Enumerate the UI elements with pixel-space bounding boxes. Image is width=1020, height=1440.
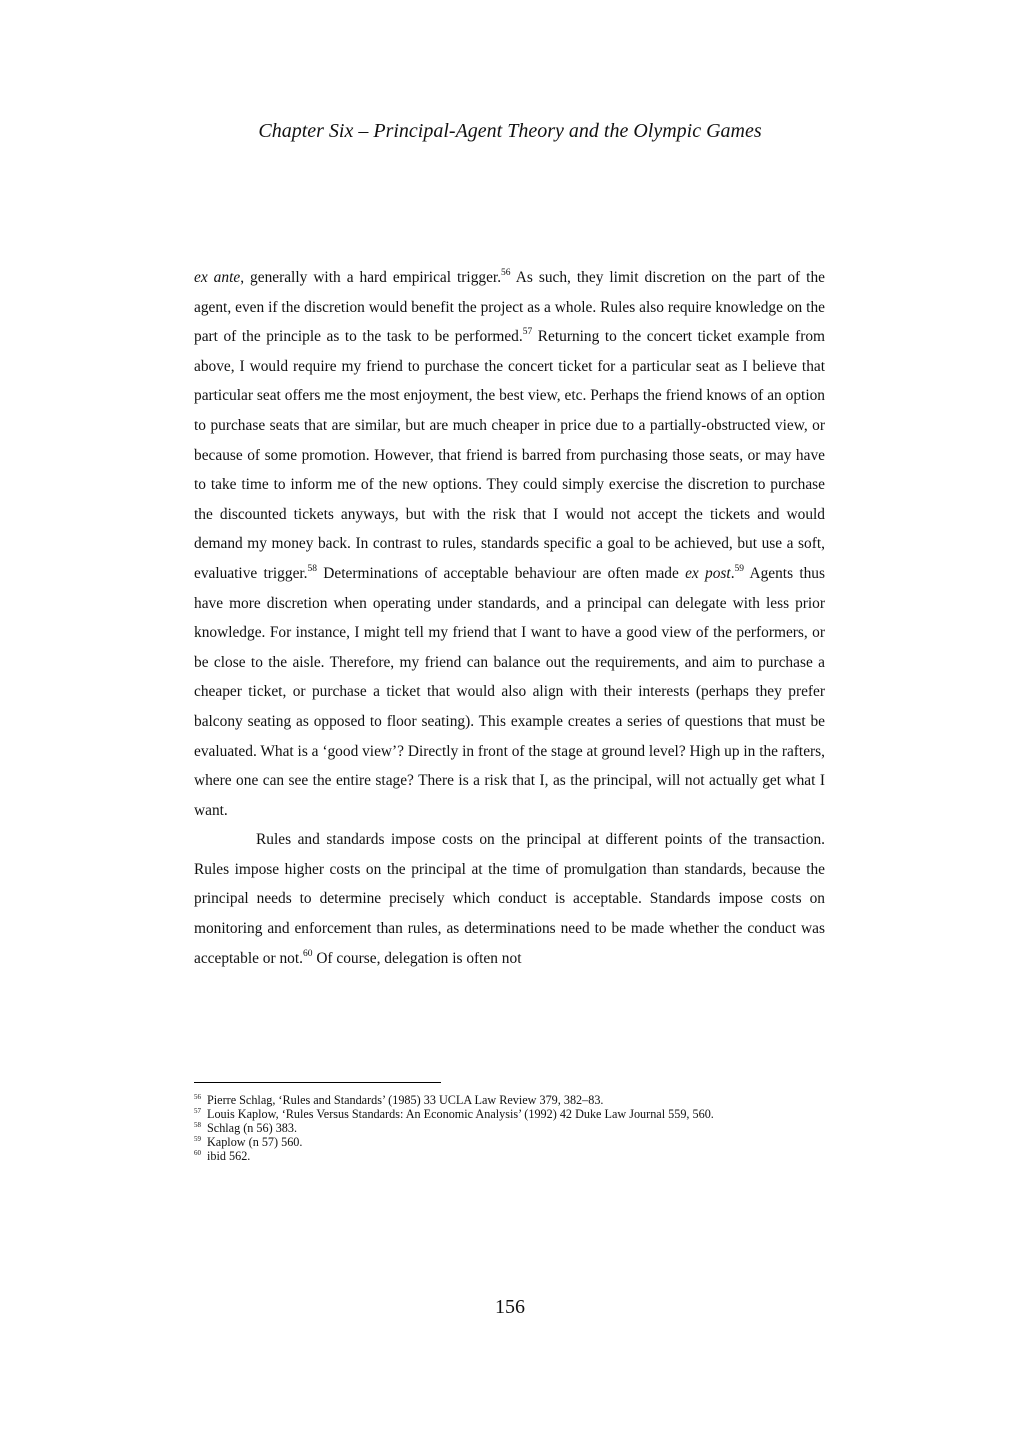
running-header: Chapter Six – Principal-Agent Theory and the Olympic Games	[258, 120, 762, 142]
footnote: $^{57}$ Louis Kaplow, ‘Rules Versus Standards: An Economic Analysis’ (1992) 42 Duke Law Journal 559, 560.	[194, 1106, 714, 1121]
page-number: 156	[495, 1296, 525, 1318]
latin-term: ex ante	[194, 269, 241, 286]
footnote: $^{56}$ Pierre Schlag, ‘Rules and Standards’ (1985) 33 UCLA Law Review 379, 382–83.	[194, 1093, 604, 1107]
footnote: $^{59}$ Kaplow (n 57) 560.	[194, 1134, 303, 1149]
footnote: $^{58}$ Schlag (n 56) 383.	[194, 1120, 298, 1135]
footnote-ref-57: 57	[522, 327, 533, 338]
footnote-ref-59: 59	[734, 563, 745, 574]
footnote: $^{60}$ ibid 562.	[194, 1148, 251, 1163]
footnote-ref-58: 58	[307, 563, 318, 574]
footnote-divider	[194, 1082, 441, 1083]
main-text	[194, 263, 825, 973]
footnote-ref-56: 56	[501, 268, 511, 278]
footnotes	[194, 1094, 834, 1164]
paragraph-2: Rules and standards impose costs on the principal at different points of the transaction. Rules impose higher costs on the principal at the time of promulgation than standards, because the principal needs to determine precisely which conduct is acceptable. Standards impose costs on monitoring and enforcement than rules, as determinations need to be made whether the conduct was acceptable or not.$^{60}$ Of course, delegation is often not	[194, 831, 825, 967]
latin-term: ex post	[685, 564, 731, 582]
paragraph-1: ex ante, generally with a hard empirical trigger.$^{56}$ As such, they limit discretion on the part of the agent, even if the discretion would benefit the project as a whole. Rules also require knowledge on the part of the principle as to the task to be performed.$^{57}$ Returning to the concert ticket example from above, I would require my friend to purchase the concert ticket for a particular seat as I believe that particular seat offers me the most enjoyment, the best view, etc. Perhaps the friend knows of an option to purchase seats that are similar, but are much cheaper in price due to a partially-obstructed view, or because of some promotion. However, that friend is barred from purchasing those seats, or may have to take time to inform me of the new options. They could simply exercise the discretion to purchase the discounted tickets anyways, but with the risk that I would not accept the tickets and would demand my money back. In contrast to rules, standards specific a goal to be achieved, but use a soft, evaluative trigger.$^{58}$ Determinations of acceptable behaviour are often made ex post.$^{59}$ Agents thus have more discretion when operating under standards, and a principal can delegate with less prior knowledge. For instance, I might tell my friend that I want to have a good view of the performers, or be close to the aisle. Therefore, my friend can balance out the requirements, and aim to purchase a cheaper ticket, or purchase a ticket that would also align with their interests (perhaps they prefer balcony seating as opposed to floor seating). This example creates a series of questions that must be evaluated. What is a ‘good view’? Directly in front of the stage at ground level? High up in the rafters, where one can see the entire stage? There is a risk that I, as the principal, will not actually get what I want.	[194, 268, 825, 819]
footnote-ref-60: 60	[302, 948, 313, 959]
